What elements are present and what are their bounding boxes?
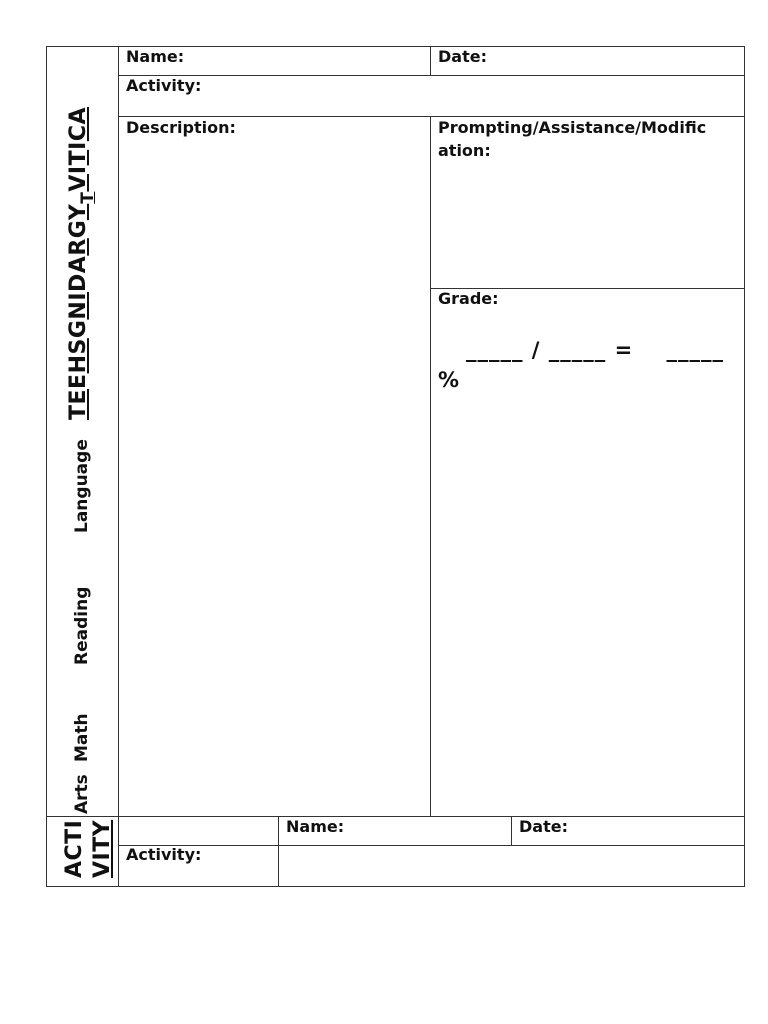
code-letter: T	[78, 191, 98, 204]
name-row-bottom	[118, 75, 745, 76]
top-table-bottom	[46, 816, 745, 817]
bottom-side-label-line-1: ACTI	[62, 819, 87, 878]
code-letter: C	[66, 124, 91, 142]
code-letter: A	[66, 255, 91, 274]
code-letter: A	[66, 106, 91, 125]
code-letter: E	[66, 373, 91, 389]
code-letter: S	[66, 338, 91, 355]
code-letter: I	[66, 141, 91, 150]
bottom-table-bottom	[46, 886, 745, 887]
bottom-side-label-line-2: VITY	[90, 819, 115, 878]
code-letter: I	[66, 291, 91, 301]
code-letter: T	[66, 404, 91, 420]
code-letter: T	[66, 149, 91, 166]
bottom-activity-label: Activity:	[126, 845, 202, 864]
side-column-divider	[118, 46, 119, 817]
code-letter: D	[66, 273, 91, 292]
bottom-name-date-divider	[511, 816, 512, 846]
subject-language: Language	[72, 439, 92, 533]
subject-math: Math	[72, 713, 92, 762]
prompting-label-line-2: ation:	[438, 141, 491, 160]
code-letter: I	[66, 165, 91, 175]
bottom-name-label: Name:	[286, 817, 345, 836]
prompting-label	[438, 116, 743, 162]
date-label: Date:	[438, 47, 487, 66]
activity-label: Activity:	[126, 76, 202, 95]
subject-arts: Arts	[72, 774, 92, 814]
vertical-code	[66, 106, 98, 420]
description-divider	[430, 116, 431, 817]
code-letter: H	[66, 354, 91, 374]
table-left-border	[46, 46, 47, 887]
prompting-label-line-1: Prompting/Assistance/Modific	[438, 118, 707, 137]
code-letter: V	[66, 174, 91, 192]
name-label: Name:	[126, 47, 185, 66]
code-letter: G	[66, 319, 91, 339]
subject-reading: Reading	[72, 586, 92, 665]
code-letter: R	[66, 238, 91, 256]
description-label: Description:	[126, 118, 236, 137]
bottom-name-row-bottom	[118, 845, 745, 846]
code-letter: N	[66, 300, 91, 320]
code-letter: G	[66, 220, 91, 239]
grade-label: Grade:	[438, 289, 499, 308]
bottom-activity-divider	[278, 816, 279, 887]
code-letter: E	[66, 388, 91, 405]
name-date-divider	[430, 46, 431, 76]
bottom-date-label: Date:	[519, 817, 568, 836]
code-letter: Y	[66, 203, 91, 221]
grade-equation: _____ / _____ = _____	[466, 338, 724, 362]
bottom-side-divider	[118, 816, 119, 887]
grade-percent: %	[438, 368, 461, 392]
table-right-border	[744, 46, 745, 887]
